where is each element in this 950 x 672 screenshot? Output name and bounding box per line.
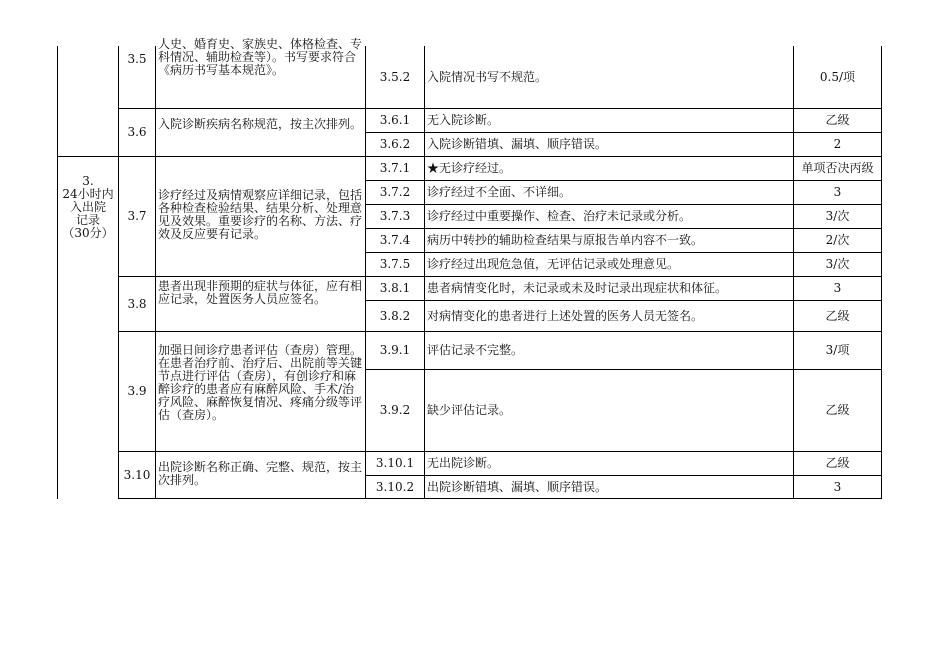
sub-item-score: 乙级 xyxy=(825,403,850,417)
sub-item-text: 出院诊断错填、漏填、顺序错误。 xyxy=(427,479,608,494)
sub-item-number: 3.7.5 xyxy=(379,257,411,271)
item-number: 3.6 xyxy=(127,125,147,139)
sub-item-text: 诊疗经过中重要操作、检查、治疗未记录或分析。 xyxy=(427,209,692,223)
sub-item-score: 单项否决丙级 xyxy=(801,161,874,175)
item-description: 人史、婚育史、家族史、体格检查、专科情况、辅助检查等）。书写要求符合《病历书写基本规范》。 xyxy=(158,38,363,77)
sub-item-number: 3.8.1 xyxy=(379,281,411,295)
sub-item-number: 3.6.2 xyxy=(379,137,411,151)
sub-item-text: 病历中转抄的辅助检查结果与原报告单内容不一致。 xyxy=(427,233,704,247)
item-number: 3.9 xyxy=(127,384,147,398)
item-description: 患者出现非预期的症状与体征，应有相应记录，处置医务人员应签名。 xyxy=(158,280,363,306)
sub-item-score: 3 xyxy=(833,479,842,494)
sub-item-score: 乙级 xyxy=(825,113,850,127)
table-bottom-border xyxy=(118,498,882,499)
table-border xyxy=(881,46,882,499)
item-number: 3.10 xyxy=(123,467,151,482)
sub-item-text: 诊疗经过不全面、不详细。 xyxy=(427,185,572,199)
table-border xyxy=(155,46,156,499)
sub-item-text: 评估记录不完整。 xyxy=(427,343,524,357)
sub-item-score: 3/项 xyxy=(825,343,850,357)
sub-item-score: 2/次 xyxy=(825,233,850,247)
item-description: 加强日间诊疗患者评估（查房）管理。在患者治疗前、治疗后、出院前等关键节点进行评估（查房），有创诊疗和麻醉诊疗的患者应有麻醉风险、手术/治疗风险、麻醉恢复情况、疼痛分级等评估（查房）。 xyxy=(158,344,363,422)
sub-item-score: 3 xyxy=(833,281,842,295)
category-points: （30分） xyxy=(62,226,114,240)
category-number: 3. xyxy=(82,174,94,188)
sub-item-score: 乙级 xyxy=(825,308,850,323)
sub-item-number: 3.9.1 xyxy=(379,343,411,357)
category-title-line: 24小时内 xyxy=(62,187,114,201)
sub-item-number: 3.10.2 xyxy=(375,479,415,494)
item-description: 诊疗经过及病情观察应详细记录，包括各种检查检验结果、结果分析、处理意见及效果。重要诊疗的名称、方法、疗效及反应要有记录。 xyxy=(158,189,363,241)
sub-item-number: 3.7.1 xyxy=(379,161,411,175)
sub-item-number: 3.5.2 xyxy=(379,69,411,84)
item-description: 入院诊断疾病名称规范，按主次排列。 xyxy=(158,118,363,131)
sub-item-score: 乙级 xyxy=(825,456,850,470)
sub-item-text: 无出院诊断。 xyxy=(427,456,500,470)
table-border xyxy=(57,46,58,499)
table-border xyxy=(424,46,425,499)
sub-item-number: 3.7.4 xyxy=(379,233,411,247)
sub-item-text: 患者病情变化时，未记录或未及时记录出现症状和体征。 xyxy=(427,281,728,295)
sub-item-number: 3.9.2 xyxy=(379,403,411,417)
item-number: 3.5 xyxy=(127,51,147,66)
sub-item-number: 3.10.1 xyxy=(375,456,415,470)
sub-item-text: 入院诊断错填、漏填、顺序错误。 xyxy=(427,137,608,151)
item-description: 出院诊断名称正确、完整、规范，按主次排列。 xyxy=(158,461,363,487)
sub-item-text: 对病情变化的患者进行上述处置的医务人员无签名。 xyxy=(427,308,704,323)
sub-item-score: 3 xyxy=(833,185,842,199)
sub-item-text: 入院情况书写不规范。 xyxy=(427,69,548,84)
sub-item-score: 3/次 xyxy=(825,257,850,271)
sub-item-text: 无入院诊断。 xyxy=(427,113,500,127)
sub-item-number: 3.7.3 xyxy=(379,209,411,223)
sub-item-text: 缺少评估记录。 xyxy=(427,403,512,417)
sub-item-number: 3.7.2 xyxy=(379,185,411,199)
sub-item-score: 3/次 xyxy=(825,209,850,223)
sub-item-text: ★无诊疗经过。 xyxy=(427,161,512,175)
sub-item-text: 诊疗经过出现危急值，无评估记录或处理意见。 xyxy=(427,257,680,271)
sub-item-score: 2 xyxy=(833,137,842,151)
sub-item-score: 0.5/项 xyxy=(819,69,856,84)
category-label xyxy=(58,175,118,240)
category-title-line: 入出院 xyxy=(69,200,106,214)
item-number: 3.8 xyxy=(127,296,147,311)
sub-item-number: 3.8.2 xyxy=(379,308,411,323)
category-title-line: 记录 xyxy=(75,213,100,227)
item-number: 3.7 xyxy=(127,209,147,223)
sub-item-number: 3.6.1 xyxy=(379,113,411,127)
